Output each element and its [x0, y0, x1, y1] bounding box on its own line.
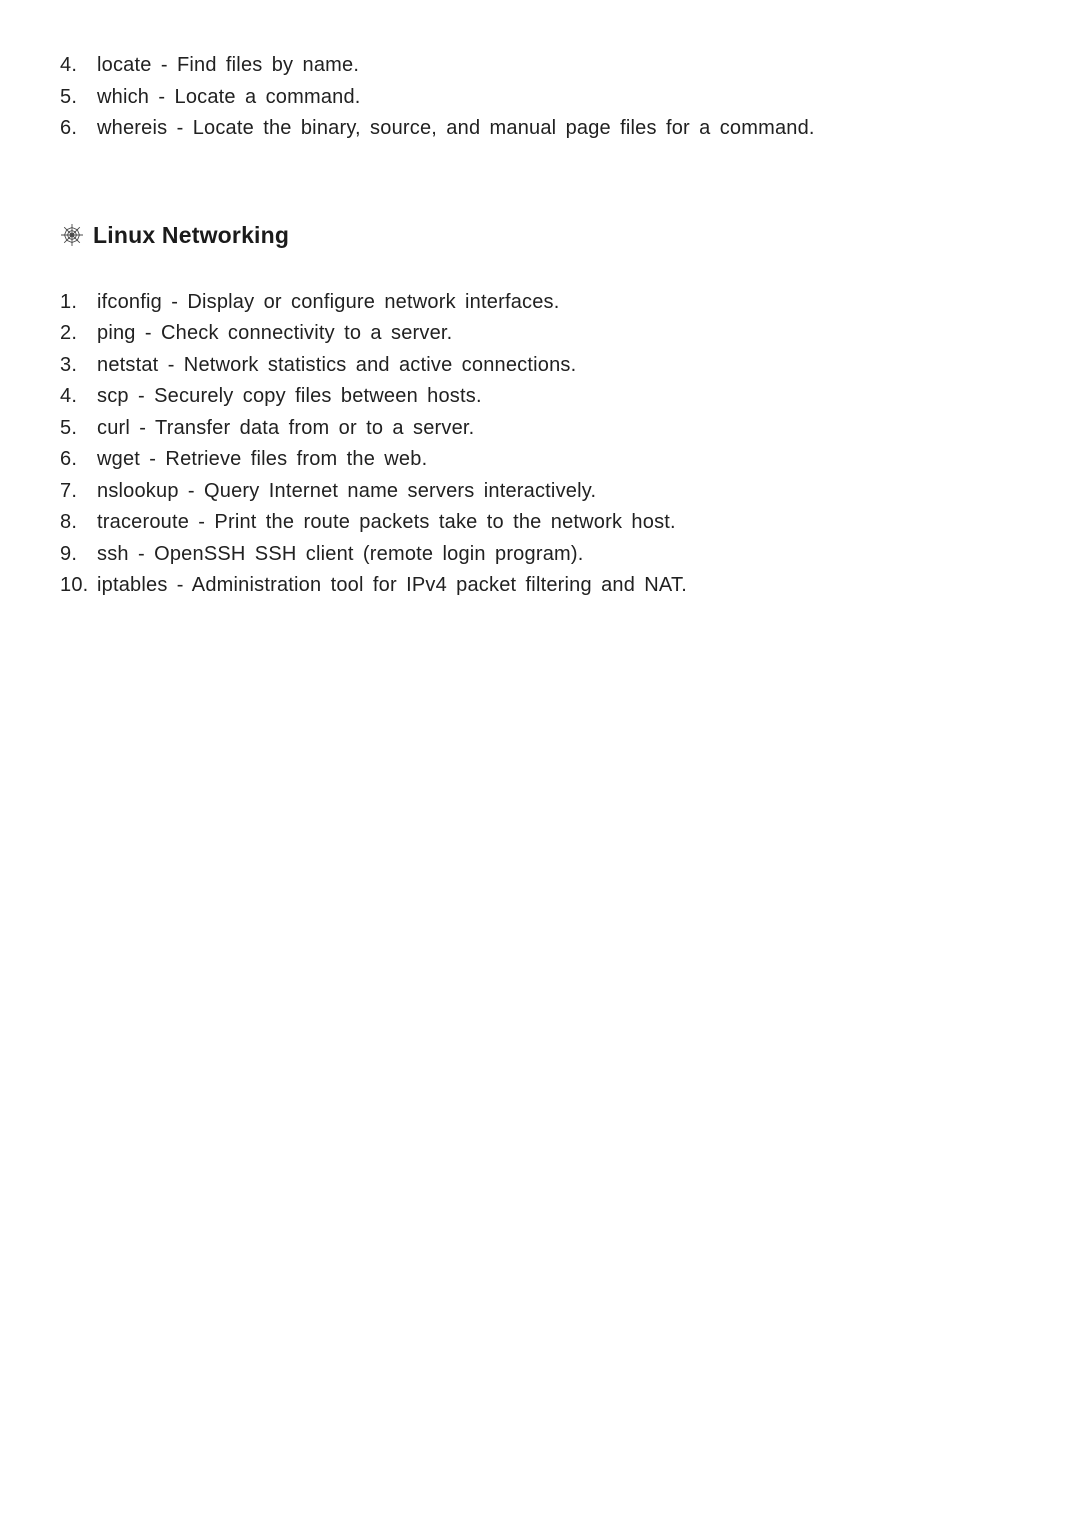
- list-item-number: 7.: [60, 479, 78, 502]
- spider-web-icon: [60, 223, 84, 247]
- networking-commands-list: [60, 287, 1026, 602]
- command-list-item: [60, 318, 1026, 350]
- command-list-item: [60, 287, 1026, 319]
- list-item-text: ping - Check connectivity to a server.: [97, 322, 453, 344]
- list-item-text: ifconfig - Display or configure network interfaces.: [97, 290, 560, 313]
- list-item-number: 6.: [60, 117, 78, 139]
- list-item-number: 5.: [60, 416, 78, 439]
- list-item-number: 4.: [60, 54, 78, 76]
- list-item-number: 1.: [60, 290, 78, 313]
- list-item-text: which - Locate a command.: [97, 85, 361, 108]
- list-item-number: 10.: [60, 574, 89, 596]
- command-list-item: [60, 413, 1026, 445]
- command-list-item: [60, 381, 1026, 413]
- list-item-text: locate - Find files by name.: [97, 54, 360, 76]
- list-item-text: scp - Securely copy files between hosts.: [97, 385, 482, 407]
- list-item-number: 2.: [60, 322, 78, 344]
- command-list-item: [60, 50, 1026, 82]
- list-item-text: wget - Retrieve files from the web.: [97, 448, 428, 470]
- command-list-item: [60, 350, 1026, 382]
- command-list-item: [60, 539, 1026, 571]
- list-item-number: 4.: [60, 385, 78, 407]
- list-item-number: 8.: [60, 511, 78, 533]
- section-title: Linux Networking: [93, 221, 290, 248]
- list-item-text: whereis - Locate the binary, source, and manual page files for a command.: [97, 117, 815, 139]
- command-list-item: [60, 476, 1026, 508]
- command-list-item: [60, 444, 1026, 476]
- command-list-item: [60, 507, 1026, 539]
- command-list-item: [60, 570, 1026, 602]
- list-item-text: ssh - OpenSSH SSH client (remote login program).: [97, 542, 584, 565]
- file-commands-list: [60, 50, 1026, 145]
- command-list-item: [60, 113, 1026, 145]
- list-item-number: 6.: [60, 448, 78, 470]
- list-item-text: curl - Transfer data from or to a server.: [97, 416, 475, 439]
- list-item-number: 3.: [60, 353, 78, 376]
- command-list-item: [60, 82, 1026, 114]
- list-item-text: netstat - Network statistics and active connections.: [97, 353, 577, 376]
- list-item-number: 5.: [60, 85, 78, 108]
- list-item-text: traceroute - Print the route packets take to the network host.: [97, 511, 676, 533]
- list-item-text: iptables - Administration tool for IPv4 packet filtering and NAT.: [97, 574, 687, 596]
- list-item-text: nslookup - Query Internet name servers interactively.: [97, 479, 597, 502]
- section-heading: [60, 219, 1026, 251]
- document-content: [0, 0, 1086, 602]
- list-item-number: 9.: [60, 542, 78, 565]
